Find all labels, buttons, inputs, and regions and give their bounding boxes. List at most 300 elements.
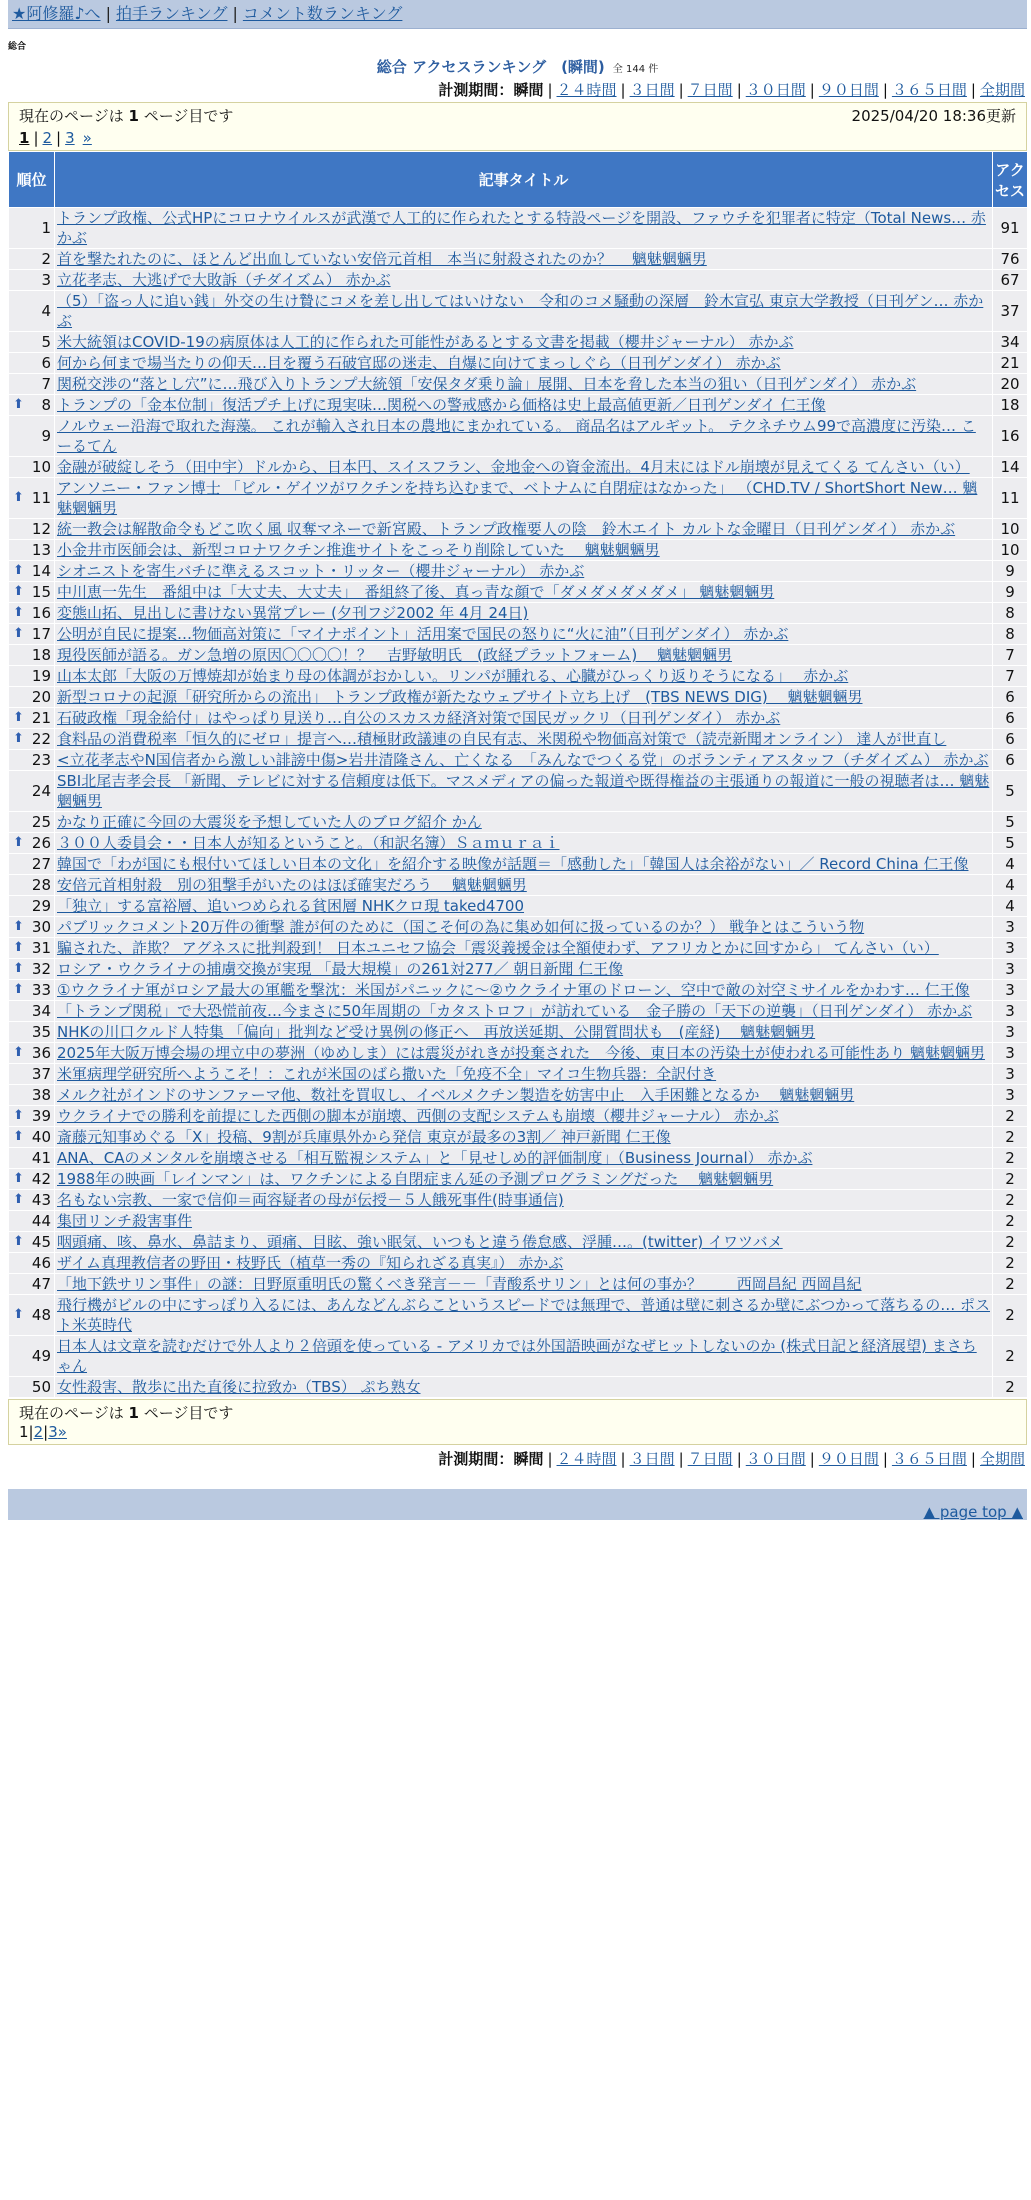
access-count: 3 (993, 938, 1028, 959)
rank-cell (9, 582, 55, 603)
title-cell (55, 980, 993, 1001)
rank-cell (9, 1232, 55, 1253)
rank-up-arrow-icon: ⬆ (13, 731, 24, 746)
rank-cell (9, 1001, 55, 1022)
table-row (9, 1232, 1028, 1253)
pager-text: 現在のページは 1 ページ目です (19, 1404, 234, 1422)
article-title-link[interactable]: <立花孝志やN国信者から激しい誹謗中傷>岩井清隆さん、亡くなる 「みんなでつくる党」のボランティアスタッフ（チダイズム） 赤かぶ (57, 751, 989, 769)
period-option-1[interactable]: ２４時間 (556, 81, 617, 99)
period-option-6[interactable]: ３６５日間 (891, 81, 967, 99)
period-separator: | (547, 81, 553, 99)
title-cell (55, 478, 993, 519)
rank-number: 25 (31, 813, 51, 831)
rank-cell (9, 291, 55, 332)
comment-ranking-link[interactable]: コメント数ランキング (242, 4, 403, 23)
article-title-link[interactable]: ロシア・ウクライナの捕虜交換が実現 「最大規模」の261対277／ 朝日新聞 仁王像 (57, 960, 624, 978)
period-option-4[interactable]: ３０日間 (745, 1450, 806, 1468)
title-cell (55, 833, 993, 854)
table-row (9, 959, 1028, 980)
rank-cell (9, 1148, 55, 1169)
article-title-link[interactable]: 「トランプ関税」で大恐慌前夜…今まさに50年周期の「カタストロフ」が訪れている 金子勝の「天下の逆襲」（日刊ゲンダイ） 赤かぶ (57, 1002, 973, 1020)
rank-up-arrow-icon: ⬆ (13, 605, 24, 620)
home-link[interactable]: ★阿修羅♪へ (12, 4, 101, 23)
page-link-2[interactable]: 2 (33, 1423, 44, 1441)
title-cell (55, 1253, 993, 1274)
table-row (9, 332, 1028, 353)
period-separator: | (970, 81, 976, 99)
rank-number: 45 (31, 1233, 51, 1251)
article-title-link[interactable]: 統一教会は解散命令もどこ吹く風 収奪マネーで新宮殿、トランプ政権要人の陰 鈴木エイト カルトな金曜日（日刊ゲンダイ） 赤かぶ (57, 520, 956, 538)
table-row (9, 519, 1028, 540)
article-title-link[interactable]: 変態山拓、見出しに書けない異常プレー (夕刊フジ2002 年 4月 24日) (57, 604, 529, 622)
article-title-link[interactable]: 石破政権「現金給付」はやっぱり見送り…自公のスカスカ経済対策で国民ガックリ（日刊ゲンダイ） 赤かぶ (57, 709, 781, 727)
access-count: 8 (993, 624, 1028, 645)
title-cell (55, 1190, 993, 1211)
title-cell (55, 1127, 993, 1148)
period-option-5[interactable]: ９０日間 (818, 1450, 879, 1468)
top-nav-bar (8, 0, 1027, 29)
article-title-link[interactable]: ザイム真理教信者の野田・枝野氏（植草一秀の『知られざる真実』） 赤かぶ (57, 1254, 564, 1272)
table-row (9, 687, 1028, 708)
title-cell (55, 938, 993, 959)
article-title-link[interactable]: 食料品の消費税率「恒久的にゼロ」提言へ…積極財政議連の自民有志、米関税や物価高対策で（読売新聞オンライン） 達人が世直し (57, 730, 947, 748)
pager-box-top (8, 102, 1027, 151)
table-row (9, 1190, 1028, 1211)
article-title-link[interactable]: 咽頭痛、咳、鼻水、鼻詰まり、頭痛、目眩、強い眠気、いつもと違う倦怠感、浮腫…。(twitter) イワツバメ (57, 1233, 783, 1251)
article-title-link[interactable]: 新型コロナの起源「研究所からの流出」 トランプ政権が新たなウェブサイト立ち上げ (TBS NEWS DIG) 魑魅魍魎男 (57, 688, 863, 706)
page-link-2[interactable]: 2 (42, 129, 53, 147)
article-title-link[interactable]: 小金井市医師会は、新型コロナワクチン推進サイトをこっそり削除していた 魑魅魍魎男 (57, 541, 660, 559)
table-row (9, 457, 1028, 478)
period-option-6[interactable]: ３６５日間 (891, 1450, 967, 1468)
rank-number: 26 (31, 834, 51, 852)
article-title-link[interactable]: 集団リンチ殺害事件 (57, 1212, 193, 1230)
article-title-link[interactable]: トランプの「金本位制」復活プチ上げに現実味…関税への警戒感から価格は史上最高値更新／日刊ゲンダイ 仁王像 (57, 396, 826, 414)
table-row (9, 666, 1028, 687)
rank-cell (9, 457, 55, 478)
rank-up-arrow-icon: ⬆ (13, 1307, 24, 1322)
access-count: 3 (993, 1001, 1028, 1022)
rank-number: 43 (31, 1191, 51, 1209)
title-cell (55, 750, 993, 771)
rank-up-arrow-icon: ⬆ (13, 961, 24, 976)
article-title-link[interactable]: 「地下鉄サリン事件」の謎：日野原重明氏の驚くべき発言－－「青酸系サリン」とは何の事か？ 西岡昌紀 西岡昌紀 (57, 1275, 862, 1293)
access-count: 6 (993, 750, 1028, 771)
table-row (9, 1148, 1028, 1169)
next-page-link[interactable]: » (57, 1423, 67, 1441)
rank-number: 21 (31, 709, 51, 727)
rank-up-arrow-icon: ⬆ (13, 1129, 24, 1144)
applause-ranking-link[interactable]: 拍手ランキング (115, 4, 228, 23)
table-row (9, 1336, 1028, 1377)
rank-up-arrow-icon: ⬆ (13, 982, 24, 997)
period-separator: | (970, 1450, 976, 1468)
period-separator: | (620, 1450, 626, 1468)
access-count: 3 (993, 1022, 1028, 1043)
period-option-7[interactable]: 全期間 (979, 81, 1025, 99)
table-row (9, 624, 1028, 645)
rank-cell (9, 833, 55, 854)
period-label: 計測期間： (438, 1450, 514, 1468)
rank-number: 5 (41, 333, 51, 351)
table-row (9, 603, 1028, 624)
rank-number: 42 (31, 1170, 51, 1188)
rank-number: 11 (31, 489, 51, 507)
rank-cell (9, 1253, 55, 1274)
access-count: 4 (993, 896, 1028, 917)
pager-text: 現在のページは 1 ページ目です (19, 107, 234, 125)
rank-number: 28 (31, 876, 51, 894)
rank-number: 8 (41, 396, 51, 414)
title-cell (55, 854, 993, 875)
article-title-link[interactable]: 山本太郎「大阪の万博焼却が始まり母の体調がおかしい。リンパが腫れる、心臓がひっくり返りそうになる」 赤かぶ (57, 667, 849, 685)
rank-number: 31 (31, 939, 51, 957)
item-count: 全 144 件 (612, 64, 659, 75)
title-cell (55, 1022, 993, 1043)
rank-cell (9, 917, 55, 938)
period-separator: | (882, 81, 888, 99)
table-row (9, 1022, 1028, 1043)
period-separator: | (620, 81, 626, 99)
table-row (9, 208, 1028, 249)
rank-cell (9, 729, 55, 750)
table-row (9, 1169, 1028, 1190)
table-row (9, 540, 1028, 561)
article-title-link[interactable]: 米大統領はCOVID-19の病原体は人工的に作られた可能性があるとする文書を掲載（櫻井ジャーナル） 赤かぶ (57, 333, 794, 351)
table-row (9, 416, 1028, 457)
article-title-link[interactable]: 1988年の映画「レインマン」は、ワクチンによる自閉症まん延の予測プログラミングだった 魑魅魍魎男 (57, 1170, 774, 1188)
period-option-2[interactable]: ３日間 (629, 81, 675, 99)
article-title-link[interactable]: ３００人委員会・・日本人が知るということ。（和訳名簿）Ｓａｍｕｒａｉ (57, 834, 560, 852)
rank-number: 33 (31, 981, 51, 999)
column-header-rank: 順位 (9, 152, 55, 208)
access-count: 2 (993, 1274, 1028, 1295)
article-title-link[interactable]: 飛行機がビルの中にすっぽり入るには、あんなどんぶらこというスピードでは無理で、普通は壁に刺さるか壁にぶつかって落ちるの… ポスト米英時代 (57, 1296, 990, 1334)
period-current: 瞬間 (513, 81, 544, 99)
title-cell (55, 1295, 993, 1336)
title-cell (55, 687, 993, 708)
article-title-link[interactable]: ①ウクライナ軍がロシア最大の軍艦を撃沈：米国がパニックに～②ウクライナ軍のドローン、空中で敵の対空ミサイルをかわす… 仁王像 (57, 981, 970, 999)
rank-up-arrow-icon: ⬆ (13, 397, 24, 412)
rank-cell (9, 980, 55, 1001)
title-cell (55, 1169, 993, 1190)
rank-up-arrow-icon: ⬆ (13, 710, 24, 725)
article-title-link[interactable]: 金融が破綻しそう（田中宇）ドルから、日本円、スイスフラン、金地金への資金流出。4月末にはドル崩壊が見えてくる てんさい（い） (57, 458, 970, 476)
rank-cell (9, 687, 55, 708)
access-count: 9 (993, 561, 1028, 582)
article-title-link[interactable]: 米軍病理学研究所へようこそ！：これが米国のばら撒いた「免疫不全」マイコ生物兵器：全訳付き (57, 1065, 717, 1083)
access-count: 2 (993, 1106, 1028, 1127)
rank-up-arrow-icon: ⬆ (13, 584, 24, 599)
rank-number: 46 (31, 1254, 51, 1272)
page (8, 0, 1027, 1520)
title-cell (55, 708, 993, 729)
table-row (9, 750, 1028, 771)
article-title-link[interactable]: 2025年大阪万博会場の埋立中の夢洲（ゆめしま）には震災がれきが投棄された 今後、東日本の汚染土が使われる可能性あり 魑魅魍魎男 (57, 1044, 985, 1062)
rank-cell (9, 938, 55, 959)
rank-cell (9, 624, 55, 645)
rank-cell (9, 854, 55, 875)
title-cell (55, 1064, 993, 1085)
title-cell (55, 353, 993, 374)
title-cell (55, 1001, 993, 1022)
title-cell (55, 875, 993, 896)
rank-cell (9, 353, 55, 374)
rank-cell (9, 1211, 55, 1232)
rank-number: 41 (31, 1149, 51, 1167)
access-count: 16 (993, 416, 1028, 457)
access-count: 3 (993, 1064, 1028, 1085)
rank-cell (9, 416, 55, 457)
access-count: 37 (993, 291, 1028, 332)
table-row (9, 1001, 1028, 1022)
title-cell (55, 561, 993, 582)
rank-number: 48 (31, 1306, 51, 1324)
rank-up-arrow-icon: ⬆ (13, 919, 24, 934)
article-title-link[interactable]: 安倍元首相射殺 別の狙撃手がいたのはほぼ確実だろう 魑魅魍魎男 (57, 876, 527, 894)
table-row (9, 938, 1028, 959)
article-title-link[interactable]: トランプ政権、公式HPにコロナウイルスが武漢で人工的に作られたとする特設ページを開設、ファウチを犯罪者に特定（Total News… 赤かぶ (57, 209, 986, 247)
article-title-link[interactable]: 首を撃たれたのに、ほとんど出血していない安倍元首相 本当に射殺されたのか？ 魑魅魍魎男 (57, 250, 707, 268)
article-title-link[interactable]: ノルウェー沿海で取れた海藻。 これが輸入され日本の農地にまかれている。 商品名はアルギット。 テクネチウム99で高濃度に汚染… こーるてん (57, 417, 976, 455)
access-count: 8 (993, 603, 1028, 624)
access-count: 76 (993, 249, 1028, 270)
access-count: 2 (993, 1169, 1028, 1190)
title-cell (55, 1232, 993, 1253)
rank-number: 30 (31, 918, 51, 936)
article-title-link[interactable]: （5）「盗っ人に追い銭」外交の生け贄にコメを差し出してはいけない 令和のコメ騒動の深層 鈴木宣弘 東京大学教授（日刊ゲン… 赤かぶ (57, 292, 984, 330)
rank-number: 15 (31, 583, 51, 601)
period-option-3[interactable]: ７日間 (687, 81, 733, 99)
period-option-2[interactable]: ３日間 (629, 1450, 675, 1468)
period-selector-bottom (8, 1447, 1027, 1471)
period-option-7[interactable]: 全期間 (979, 1450, 1025, 1468)
title-cell (55, 519, 993, 540)
article-title-link[interactable]: 何から何まで場当たりの仰天…目を覆う石破官邸の迷走、自爆に向けてまっしぐら（日刊ゲンダイ） 赤かぶ (57, 354, 781, 372)
category-label: 総合 (8, 42, 27, 52)
rank-number: 35 (31, 1023, 51, 1041)
title-cell (55, 249, 993, 270)
bottom-bar (8, 1489, 1027, 1520)
table-row (9, 917, 1028, 938)
access-count: 5 (993, 771, 1028, 812)
pager-box-bottom (8, 1399, 1027, 1445)
access-count: 2 (993, 1127, 1028, 1148)
title-cell (55, 374, 993, 395)
title-cell (55, 395, 993, 416)
rank-cell (9, 645, 55, 666)
access-count: 3 (993, 1085, 1028, 1106)
access-count: 91 (993, 208, 1028, 249)
access-count: 14 (993, 457, 1028, 478)
article-title-link[interactable]: 女性殺害、散歩に出た直後に拉致か（TBS） ぷち熟女 (57, 1378, 421, 1396)
rank-cell (9, 896, 55, 917)
page-separator: | (43, 1423, 49, 1441)
article-title-link[interactable]: SBI北尾吉孝会長 「新聞、テレビに対する信頼度は低下。マスメディアの偏った報道や既得権益の主張通りの報道に一般の視聴者は… 魑魅魍魎男 (57, 772, 990, 810)
rank-cell (9, 1043, 55, 1064)
period-option-4[interactable]: ３０日間 (745, 81, 806, 99)
ranking-table (8, 151, 1028, 1398)
ranking-table-body (9, 208, 1028, 1398)
access-count: 7 (993, 645, 1028, 666)
table-row (9, 812, 1028, 833)
period-option-5[interactable]: ９０日間 (818, 81, 879, 99)
article-title-link[interactable]: 中川恵一先生 番組中は「大丈夫、大丈夫」 番組終了後、真っ青な顔で「ダメダメダメダメ」 魑魅魍魎男 (57, 583, 775, 601)
rank-number: 37 (31, 1065, 51, 1083)
article-title-link[interactable]: NHKの川口クルド人特集 「偏向」批判など受け異例の修正へ 再放送延期、公開質問状も (産経) 魑魅魍魎男 (57, 1023, 816, 1041)
title-cell (55, 1148, 993, 1169)
article-title-link[interactable]: ANA、CAのメンタルを崩壊させる「相互監視システム」と「見せしめ的評価制度」（Business Journal） 赤かぶ (57, 1149, 813, 1167)
rank-cell (9, 1127, 55, 1148)
article-title-link[interactable]: パブリックコメント20万件の衝撃 誰が何のために（国こそ何の為に集め如何に扱っているのか？） 戦争とはこういう物 (57, 918, 865, 936)
period-separator: | (736, 81, 742, 99)
access-count: 9 (993, 582, 1028, 603)
column-header-access: アクセス (993, 152, 1028, 208)
article-title-link[interactable]: 「独立」する富裕層、追いつめられる貧困層 NHKクロ現 taked4700 (57, 897, 525, 915)
rank-number: 50 (31, 1378, 51, 1396)
rank-number: 29 (31, 897, 51, 915)
article-title-link[interactable]: 立花孝志、大逃げで大敗訴（チダイズム） 赤かぶ (57, 271, 391, 289)
title-cell (55, 540, 993, 561)
rank-cell (9, 603, 55, 624)
access-count: 2 (993, 1190, 1028, 1211)
title-cell (55, 959, 993, 980)
rank-number: 10 (31, 458, 51, 476)
table-row (9, 1377, 1028, 1398)
title-cell (55, 645, 993, 666)
article-title-link[interactable]: 現役医師が語る。ガン急増の原因〇〇〇〇！？ 吉野敏明氏 (政経プラットフォーム) 魑魅魍魎男 (57, 646, 732, 664)
rank-number: 19 (31, 667, 51, 685)
rank-cell (9, 540, 55, 561)
access-count: 10 (993, 519, 1028, 540)
table-row (9, 1106, 1028, 1127)
page-separator: | (28, 1423, 34, 1441)
article-title-link[interactable]: シオニストを寄生バチに準えるスコット・リッター（櫻井ジャーナル） 赤かぶ (57, 562, 585, 580)
title-cell (55, 457, 993, 478)
table-row (9, 875, 1028, 896)
rank-cell (9, 1169, 55, 1190)
title-cell (55, 896, 993, 917)
access-count: 4 (993, 875, 1028, 896)
title-cell (55, 416, 993, 457)
table-row (9, 708, 1028, 729)
rank-number: 34 (31, 1002, 51, 1020)
rank-number: 7 (41, 375, 51, 393)
access-count: 5 (993, 833, 1028, 854)
rank-cell (9, 1274, 55, 1295)
title-cell (55, 1211, 993, 1232)
title-cell (55, 729, 993, 750)
rank-number: 36 (31, 1044, 51, 1062)
title-cell (55, 270, 993, 291)
access-count: 3 (993, 959, 1028, 980)
rank-number: 14 (31, 562, 51, 580)
article-title-link[interactable]: 日本人は文章を読むだけで外人より２倍頭を使っている - アメリカでは外国語映画がなぜヒットしないのか (株式日記と経済展望) まさちゃん (57, 1337, 977, 1375)
table-row (9, 771, 1028, 812)
period-label: 計測期間： (438, 81, 514, 99)
article-title-link[interactable]: 斎藤元知事めぐる「X」投稿、9割が兵庫県外から発信 東京が最多の3割／ 神戸新聞 仁王像 (57, 1128, 671, 1146)
article-title-link[interactable]: 騙された、詐欺？ アグネスに批判殺到！ 日本ユニセフ協会「震災義援金は全額使わず、アフリカとかに回すから」 てんさい（い） (57, 939, 939, 957)
nav-separator: | (232, 4, 238, 23)
access-count: 34 (993, 332, 1028, 353)
title-cell (55, 812, 993, 833)
table-row (9, 729, 1028, 750)
access-count: 2 (993, 1211, 1028, 1232)
rank-cell (9, 1085, 55, 1106)
rank-cell (9, 332, 55, 353)
access-count: 10 (993, 540, 1028, 561)
access-count: 6 (993, 687, 1028, 708)
article-title-link[interactable]: メルク社がインドのサンファーマ他、数社を買収し、イベルメクチン製造を妨害中止 入手困難となるか 魑魅魍魎男 (57, 1086, 855, 1104)
rank-cell (9, 875, 55, 896)
table-row (9, 582, 1028, 603)
article-title-link[interactable]: アンソニー・ファン博士 「ビル・ゲイツがワクチンを持ち込むまで、ベトナムに自閉症はなかった」 （CHD.TV / ShortShort New… 魑魅魍魎男 (57, 479, 978, 517)
article-title-link[interactable]: 公明が自民に提案…物価高対策に「マイナポイント」活用案で国民の怒りに“火に油”（日刊ゲンダイ） 赤かぶ (57, 625, 789, 643)
article-title-link[interactable]: 名もない宗教、一家で信仰＝両容疑者の母が伝授－５人餓死事件(時事通信) (57, 1191, 564, 1209)
rank-up-arrow-icon: ⬆ (13, 1108, 24, 1123)
access-count: 20 (993, 374, 1028, 395)
rank-cell (9, 395, 55, 416)
rank-number: 1 (41, 219, 51, 237)
period-option-3[interactable]: ７日間 (687, 1450, 733, 1468)
page-link-current: 1 (19, 1423, 29, 1441)
rank-number: 49 (31, 1347, 51, 1365)
table-row (9, 353, 1028, 374)
rank-cell (9, 249, 55, 270)
table-row (9, 1127, 1028, 1148)
rank-cell (9, 1336, 55, 1377)
title-cell (55, 603, 993, 624)
table-row (9, 561, 1028, 582)
page-title (8, 56, 1027, 78)
article-title-link[interactable]: ウクライナでの勝利を前提にした西側の脚本が崩壊、西側の支配システムも崩壊（櫻井ジャーナル） 赤かぶ (57, 1107, 779, 1125)
rank-number: 18 (31, 646, 51, 664)
table-row (9, 854, 1028, 875)
title-cell (55, 291, 993, 332)
article-title-link[interactable]: 韓国で「わが国にも根付いてほしい日本の文化」を紹介する映像が話題＝「感動した」「韓国人は余裕がない」／ Record China 仁王像 (57, 855, 969, 873)
period-current: 瞬間 (513, 1450, 544, 1468)
next-page-link[interactable]: » (82, 129, 92, 147)
access-count: 18 (993, 395, 1028, 416)
article-title-link[interactable]: かなり正確に今回の大震災を予想していた人のブログ紹介 かん (57, 813, 482, 831)
table-header-row (9, 152, 1028, 208)
rank-up-arrow-icon: ⬆ (13, 490, 24, 505)
period-separator: | (809, 1450, 815, 1468)
access-count: 21 (993, 353, 1028, 374)
rank-number: 6 (41, 354, 51, 372)
access-count: 2 (993, 1148, 1028, 1169)
period-separator: | (678, 1450, 684, 1468)
rank-up-arrow-icon: ⬆ (13, 1192, 24, 1207)
title-cell (55, 624, 993, 645)
page-link-3[interactable]: 3 (48, 1423, 58, 1441)
page-link-3[interactable]: 3 (65, 129, 75, 147)
rank-number: 20 (31, 688, 51, 706)
table-row (9, 833, 1028, 854)
table-row (9, 270, 1028, 291)
title-cell (55, 332, 993, 353)
period-option-1[interactable]: ２４時間 (556, 1450, 617, 1468)
table-row (9, 1295, 1028, 1336)
access-count: 2 (993, 1253, 1028, 1274)
period-separator: | (678, 81, 684, 99)
page-top-link[interactable]: ▲ page top ▲ (923, 1503, 1023, 1521)
article-title-link[interactable]: 関税交渉の“落とし穴”に…飛び入りトランプ大統領「安保タダ乗り論」展開、日本を脅した本当の狙い（日刊ゲンダイ） 赤かぶ (57, 375, 917, 393)
rank-number: 12 (31, 520, 51, 538)
period-separator: | (547, 1450, 553, 1468)
period-selector-top (8, 78, 1027, 102)
rank-number: 2 (41, 250, 51, 268)
